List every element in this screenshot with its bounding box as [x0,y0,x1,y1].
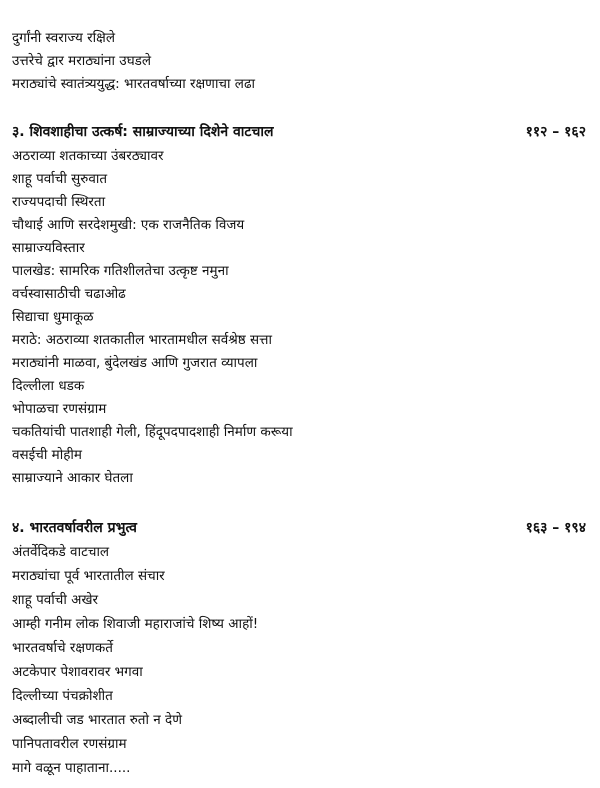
toc-entry: दिल्लीला धडक [12,378,85,394]
toc-entry: मराठ्यांनी माळवा, बुंदेलखंड आणि गुजरात व्यापला [12,355,258,371]
toc-entry: सिद्याचा धुमाकूळ [12,309,94,325]
toc-entry: पालखेड: सामरिक गतिशीलतेचा उत्कृष्ट नमुना [12,263,229,279]
toc-entry: आम्ही गनीम लोक शिवाजी महाराजांचे शिष्य आहों! [12,616,259,632]
chapter-page-range: १६३ – १९४ [525,520,586,536]
toc-entry: शाहू पर्वाची सुरुवात [12,171,108,187]
toc-entry: साम्राज्यविस्तार [12,240,85,256]
toc-entry: मराठे: अठराव्या शतकातील भारतामधील सर्वश्रेष्ठ सत्ता [12,332,272,348]
toc-entry: अठराव्या शतकाच्या उंबरठ्यावर [12,148,164,164]
toc-entry: भोपाळचा रणसंग्राम [12,401,107,417]
toc-entry: मागे वळून पाहाताना..... [12,760,131,776]
toc-entry: चकतियांची पातशाही गेली, हिंदूपदपादशाही निर्माण करूया [12,424,293,440]
toc-entry: अंतर्वेदिकडे वाटचाल [12,544,110,560]
toc-entry: वसईची मोहीम [12,447,82,463]
toc-entry: उत्तरेचे द्वार मराठ्यांना उघडले [12,53,152,69]
toc-entry: शाहू पर्वाची अखेर [12,592,99,608]
toc-entry: वर्चस्वासाठीची चढाओढ [12,286,126,302]
toc-entry: साम्राज्याने आकार घेतला [12,470,133,486]
toc-entry: चौथाई आणि सरदेशमुखी: एक राजनैतिक विजय [12,217,245,233]
toc-entry: मराठ्यांचे स्वातंत्र्ययुद्ध: भारतवर्षाच्या रक्षणाचा लढा [12,76,256,92]
toc-entry: भारतवर्षाचे रक्षणकर्ते [12,640,113,656]
toc-entry: दुर्गांनी स्वराज्य रक्षिले [12,30,116,46]
chapter-page-range: ११२ – १६२ [525,124,586,140]
toc-entry: दिल्लीच्या पंचक्रोशीत [12,688,113,704]
toc-entry: अटकेपार पेशावरावर भगवा [12,664,143,680]
toc-entry: मराठ्यांचा पूर्व भारतातील संचार [12,568,165,584]
chapter-title: ३. शिवशाहीचा उत्कर्ष: साम्राज्याच्या दिशेने वाटचाल [12,124,274,140]
chapter-title: ४. भारतवर्षावरील प्रभुत्व [12,520,137,536]
toc-entry: अब्दालीची जड भारतात रुतो न देणे [12,712,182,728]
toc-entry: पानिपतावरील रणसंग्राम [12,736,127,752]
toc-entry: राज्यपदाची स्थिरता [12,194,106,210]
